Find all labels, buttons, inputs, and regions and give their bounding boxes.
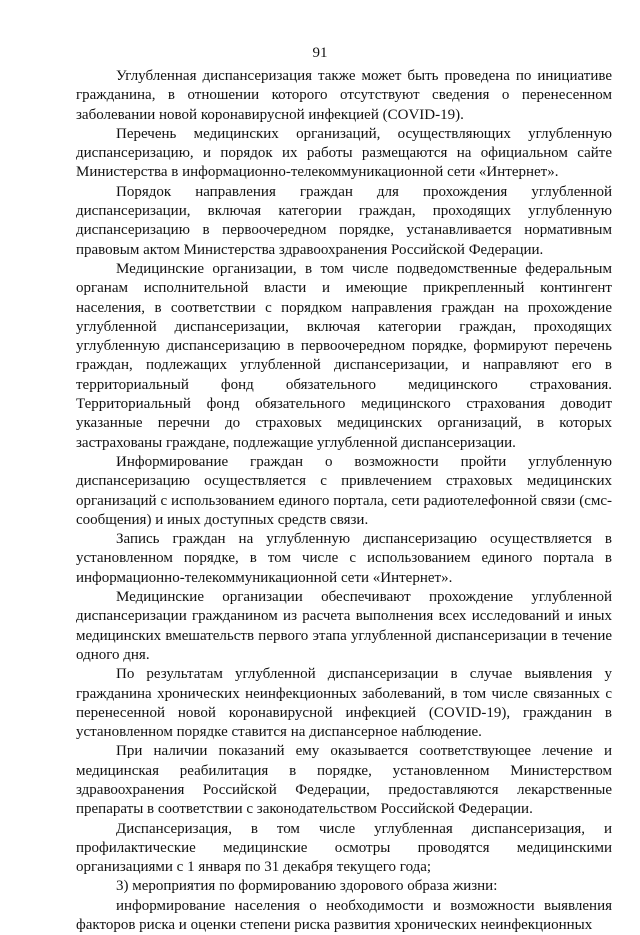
paragraph: Диспансеризация, в том числе углубленная диспансеризация, и профилактические медицинские осмотры проводятся медицинскими организациями с 1 января по 31 декабря текущего года; [76, 820, 612, 876]
body-text [76, 67, 612, 935]
paragraph: Запись граждан на углубленную диспансеризацию осуществляется в установленном порядке, в том числе с использованием единого портала в информационно-телекоммуникационной сети «Интернет». [76, 531, 612, 586]
paragraph: информирование населения о необходимости и возможности выявления факторов риска и оценки степени риска развития хронических неинфекционных [76, 897, 612, 934]
paragraph: Медицинские организации обеспечивают прохождение углубленной диспансеризации гражданином из расчета выполнения всех исследований и иных медицинских вмешательств первого этапа углубленной диспансеризации в течение одного дня. [76, 589, 612, 663]
paragraph: При наличии показаний ему оказывается соответствующее лечение и медицинская реабилитация в порядке, установленном Министерством здравоохранения Российской Федерации, предоставляются лекарственные препараты в соответствии с законодательством Российской Федерации. [76, 743, 612, 818]
paragraph: Медицинские организации, в том числе подведомственные федеральным органам исполнительной власти и имеющие прикрепленный контингент населения, в соответствии с порядком направления граждан на прохождение углубленной диспансеризации, включая категории граждан, проходящих углубленную диспансеризацию в первоочередном порядке, формируют перечень граждан, подлежащих углубленной диспансеризации, и направляют его в территориальный фонд обязательного медицинского страхования. Территориальный фонд обязательного медицинского страхования доводит указанные перечни до страховых медицинских организаций, в которых застрахованы граждане, подлежащие углубленной диспансеризации. [76, 260, 612, 451]
paragraph: Порядок направления граждан для прохождения углубленной диспансеризации, включая категории граждан, проходящих углубленную диспансеризацию в первоочередном порядке, устанавливается нормативным правовым актом Министерства здравоохранения Российской Федерации. [76, 183, 612, 258]
paragraph: Перечень медицинских организаций, осуществляющих углубленную диспансеризацию, и порядок их работы размещаются на официальном сайте Министерства в информационно-телекоммуникационной сети «Интернет». [76, 125, 612, 181]
list-item-heading: 3) мероприятия по формированию здорового образа жизни: [116, 878, 498, 895]
paragraph: По результатам углубленной диспансеризации в случае выявления у гражданина хронических неинфекционных заболеваний, в том числе связанных с перенесенной новой коронавирусной инфекцией (COVID-19), гражданин в установленном порядке ставится на диспансерное наблюдение. [76, 666, 612, 741]
paragraph: Углубленная диспансеризация также может быть проведена по инициативе гражданина, в отношении которого отсутствуют сведения о перенесенном заболевании новой коронавирусной инфекцией (COVID-19). [76, 68, 612, 123]
page-number: 91 [312, 45, 328, 61]
paragraph: Информирование граждан о возможности пройти углубленную диспансеризацию осуществляется с привлечением страховых медицинских организаций с использованием единого портала, сети радиотелефонной связи (смс-сообщения) и иных доступных средств связи. [76, 453, 612, 528]
